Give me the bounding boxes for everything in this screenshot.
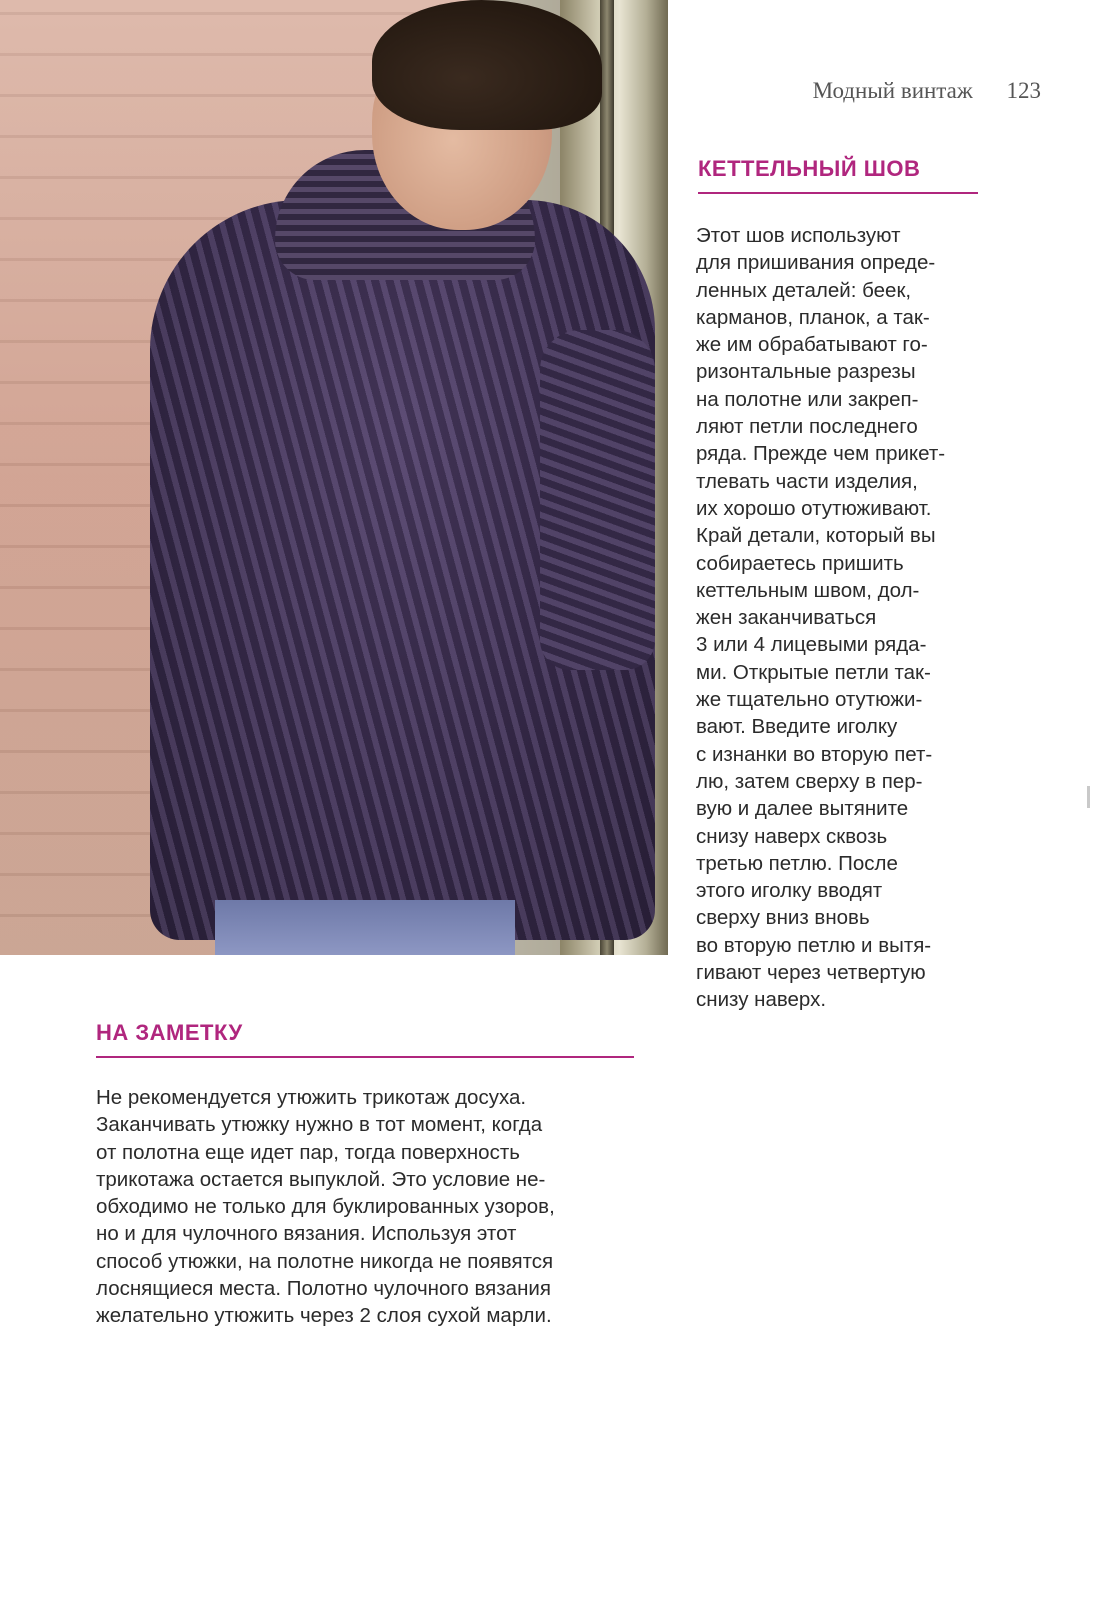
text-line: на полотне или закреп- — [696, 387, 919, 411]
hair — [372, 0, 602, 130]
text-line: этого иголку вводят — [696, 879, 883, 903]
text-line: вую и далее вытяните — [696, 797, 909, 821]
text-line: 3 или 4 лицевыми ряда- — [696, 633, 927, 657]
text-line: карманов, планок, а так- — [696, 305, 930, 329]
text-line: лоснящиеся места. Полотно чулочного вязания — [96, 1277, 551, 1301]
text-line: ленных деталей: беек, — [696, 278, 912, 302]
text-line: снизу наверх. — [696, 988, 827, 1012]
text-line: ляют петли последнего — [696, 415, 918, 439]
text-line: сверху вниз вновь — [696, 906, 870, 930]
text-line: ризонтальные разрезы — [696, 360, 916, 384]
text-line: трикотажа остается выпуклой. Это условие не- — [96, 1167, 546, 1191]
text-line: же тщательно отутюжи- — [696, 688, 923, 712]
page-number: 123 — [1006, 78, 1041, 103]
text-line: обходимо не только для буклированных узоров, — [96, 1195, 555, 1219]
text-line: жен заканчиваться — [696, 606, 877, 630]
text-line: лю, затем сверху в пер- — [696, 769, 923, 793]
scan-mark — [1087, 786, 1090, 808]
kettle-stitch-title: КЕТТЕЛЬНЫЙ ШОВ — [698, 156, 978, 194]
text-line: Край детали, который вы — [696, 524, 936, 548]
text-line: для пришивания опреде- — [696, 251, 936, 275]
text-line: кеттельным швом, дол- — [696, 578, 920, 602]
text-line: желательно утюжить через 2 слоя сухой марли. — [96, 1304, 552, 1328]
text-line: ряда. Прежде чем прикет- — [696, 442, 946, 466]
text-line: способ утюжки, на полотне никогда не появятся — [96, 1249, 554, 1273]
text-line: Заканчивать утюжку нужно в тот момент, когда — [96, 1113, 543, 1137]
text-line: тлевать части изделия, — [696, 469, 918, 493]
text-line: Этот шов используют — [696, 224, 901, 247]
photo-man-in-sweater — [0, 0, 668, 955]
text-line: гивают через четвертую — [696, 961, 926, 985]
text-line: ми. Открытые петли так- — [696, 660, 931, 684]
note-title: НА ЗАМЕТКУ — [96, 1020, 634, 1058]
text-line: их хорошо отутюживают. — [696, 496, 932, 520]
text-line: от полотна еще идет пар, тогда поверхность — [96, 1140, 520, 1164]
text-line: вают. Введите иголку — [696, 715, 898, 739]
note-text — [96, 1084, 555, 1330]
text-line: Не рекомендуется утюжить трикотаж досуха. — [96, 1086, 527, 1109]
running-head — [813, 78, 1041, 104]
text-line: же им обрабатывают го- — [696, 333, 928, 357]
jeans — [215, 900, 515, 955]
section-name: Модный винтаж — [812, 78, 973, 103]
text-line: снизу наверх сквозь — [696, 824, 888, 848]
kettle-stitch-text — [696, 222, 945, 1014]
text-line: но и для чулочного вязания. Используя этот — [96, 1222, 517, 1246]
text-line: собираетесь пришить — [696, 551, 904, 575]
text-line: с изнанки во вторую пет- — [696, 742, 933, 766]
text-line: во вторую петлю и вытя- — [696, 933, 932, 957]
text-line: третью петлю. После — [696, 851, 898, 875]
raised-arm — [540, 330, 655, 670]
